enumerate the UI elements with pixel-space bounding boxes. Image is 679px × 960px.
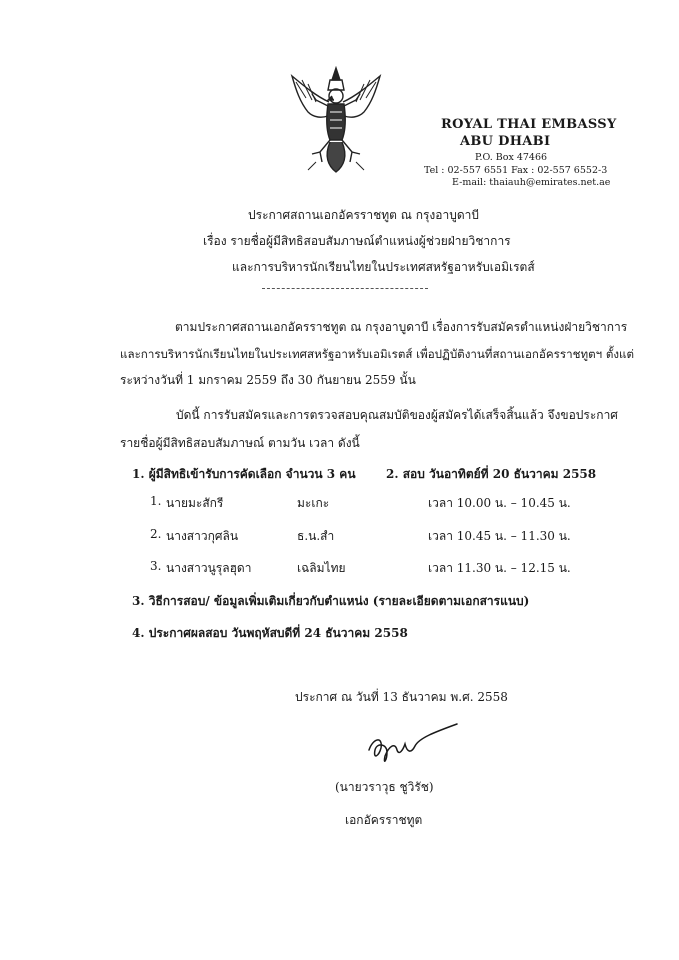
embassy-name: ROYAL THAI EMBASSY bbox=[441, 117, 617, 132]
item-3: 3. วิธีการสอบ/ ข้อมูลเพิ่มเติมเกี่ยวกับตำแหน่ง (รายละเอียดตามเอกสารแนบ) bbox=[132, 594, 530, 608]
candidate-surname: มะเกะ bbox=[297, 496, 330, 510]
candidate-time: เวลา 10.00 น. – 10.45 น. bbox=[428, 496, 571, 510]
candidate-name: นางสาวกุศลิน bbox=[166, 529, 239, 543]
candidate-surname: เฉลิมไทย bbox=[297, 561, 346, 575]
para1-line-3: ระหว่างวันที่ 1 มกราคม 2559 ถึง 30 กันยายน 2559 นั้น bbox=[120, 373, 416, 387]
candidate-surname: ธ.น.สำ bbox=[297, 529, 335, 543]
item-1-title: 1. ผู้มีสิทธิเข้ารับการคัดเลือก จำนวน 3 คน bbox=[132, 467, 356, 481]
email: E-mail: thaiauh@emirates.net.ae bbox=[452, 177, 611, 188]
para1-line-1: ตามประกาศสถานเอกอัครราชทูต ณ กรุงอาบูดาบี เรื่องการรับสมัครตำแหน่งฝ่ายวิชาการ bbox=[175, 320, 628, 334]
heading-divider bbox=[262, 288, 428, 289]
signature-scribble bbox=[365, 720, 465, 770]
announce-date: ประกาศ ณ วันที่ 13 ธันวาคม พ.ศ. 2558 bbox=[295, 690, 508, 704]
para2-line-2: รายชื่อผู้มีสิทธิสอบสัมภาษณ์ ตามวัน เวลา ดังนี้ bbox=[120, 436, 360, 450]
item-4: 4. ประกาศผลสอบ วันพฤหัสบดีที่ 24 ธันวาคม 2558 bbox=[132, 626, 408, 640]
para2-line-1: บัดนี้ การรับสมัครและการตรวจสอบคุณสมบัติของผู้สมัครได้เสร็จสิ้นแล้ว จึงขอประกาศ bbox=[176, 408, 618, 422]
heading-line-3: และการบริหารนักเรียนไทยในประเทศสหรัฐอาหรับเอมิเรตส์ bbox=[232, 260, 535, 274]
candidate-name: นายมะสักรี bbox=[166, 496, 224, 510]
candidate-time: เวลา 11.30 น. – 12.15 น. bbox=[428, 561, 571, 575]
signatory-position: เอกอัครราชทูต bbox=[345, 813, 423, 827]
embassy-city: ABU DHABI bbox=[460, 134, 551, 149]
garuda-emblem bbox=[286, 66, 386, 174]
heading-line-2: เรื่อง รายชื่อผู้มีสิทธิสอบสัมภาษณ์ตำแหน่งผู้ช่วยฝ่ายวิชาการ bbox=[203, 234, 511, 248]
candidate-no: 3. bbox=[150, 559, 162, 573]
po-box: P.O. Box 47466 bbox=[475, 152, 548, 163]
signatory-name: (นายวราวุธ ชูวิรัช) bbox=[335, 780, 434, 794]
candidate-no: 1. bbox=[150, 494, 162, 508]
candidate-time: เวลา 10.45 น. – 11.30 น. bbox=[428, 529, 571, 543]
para1-line-2: และการบริหารนักเรียนไทยในประเทศสหรัฐอาหรับเอมิเรตส์ เพื่อปฏิบัติงานที่สถานเอกอัครราชทูตฯ ตั้งแต่ bbox=[120, 347, 635, 361]
phone-fax: Tel : 02-557 6551 Fax : 02-557 6552-3 bbox=[424, 165, 608, 176]
heading-line-1: ประกาศสถานเอกอัครราชทูต ณ กรุงอาบูดาบี bbox=[248, 208, 479, 222]
exam-date: 2. สอบ วันอาทิตย์ที่ 20 ธันวาคม 2558 bbox=[386, 467, 597, 481]
candidate-name: นางสาวนูรุลฮุดา bbox=[166, 561, 252, 575]
candidate-no: 2. bbox=[150, 527, 162, 541]
